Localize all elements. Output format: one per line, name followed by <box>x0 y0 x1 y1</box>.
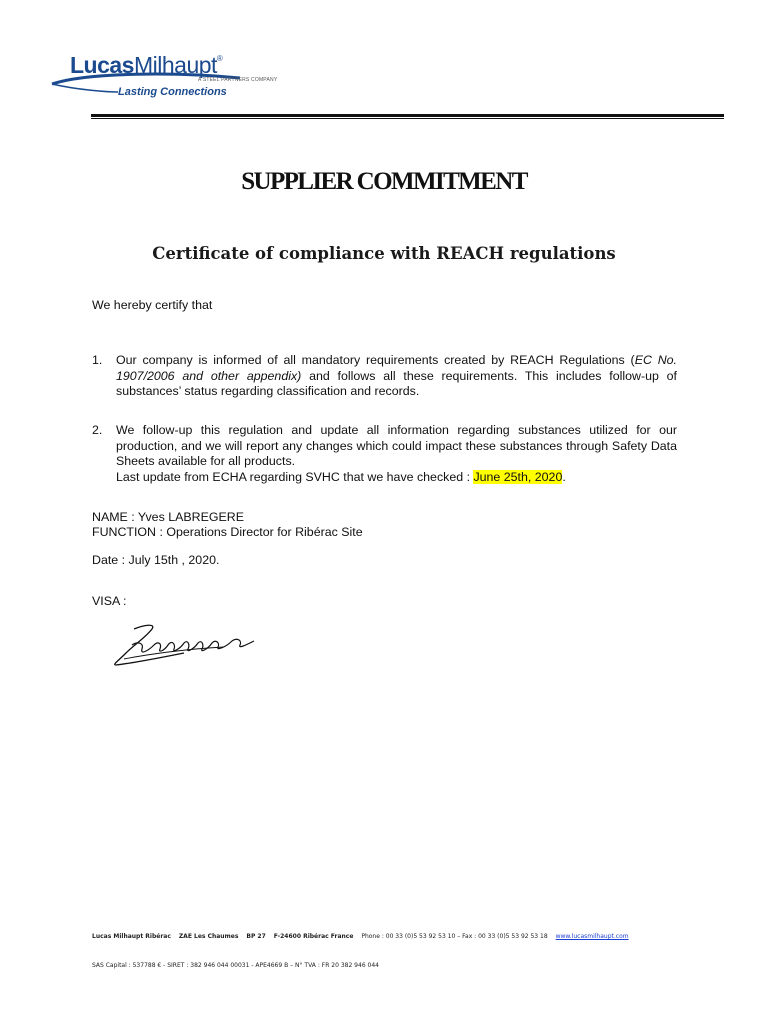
list-item-number: 2. <box>92 423 103 437</box>
list-item <box>92 353 677 400</box>
handwritten-signature <box>104 615 264 675</box>
footer-company: Lucas Milhaupt Ribérac <box>92 933 171 940</box>
item-text-italic: EC No. 1907/2006 and other appendix) <box>116 353 677 383</box>
intro-text: We hereby certify that <box>92 298 213 312</box>
logo-name-regular: Milhaupt <box>133 52 217 78</box>
list-item <box>92 423 677 485</box>
footer-address-line <box>92 933 629 940</box>
footer-city: F-24600 Ribérac France <box>273 933 354 940</box>
document-date: Date : July 15th , 2020. <box>92 553 220 567</box>
footer-website-link[interactable]: www.lucasmilhaupt.com <box>555 933 629 940</box>
last-update-label: Last update from ECHA regarding SVHC that we have checked : <box>116 469 474 484</box>
signatory-name: NAME : Yves LABREGERE <box>92 510 244 524</box>
item-text-part: and follows all these requirements. This includes follow-up of substances’ status regarding classification and records. <box>116 368 677 398</box>
signatory-function: FUNCTION : Operations Director for Ribérac Site <box>92 525 363 539</box>
footer-legal-line: SAS Capital : 537788 € - SIRET : 382 946 044 00031 - APE4669 B – N° TVA : FR 20 382 946 044 <box>92 962 379 969</box>
logo-parent-company: A STEEL PARTNERS COMPANY <box>198 77 278 83</box>
visa-label: VISA : <box>92 594 127 608</box>
list-item-text <box>116 353 677 400</box>
logo-name-bold: Lucas <box>70 52 134 78</box>
logo-registered-mark: ® <box>216 54 223 63</box>
item-text-part: We follow-up this regulation and update all information regarding substances utilized for our production, and we will report any changes which could impact these substances through Safety Data Sheets available for all products. <box>116 423 677 468</box>
list-item-text <box>116 423 677 485</box>
list-item-number: 1. <box>92 353 103 367</box>
header-divider <box>91 114 724 119</box>
item-text-part: Our company is informed of all mandatory requirements created by REACH Regulations ( <box>116 353 635 367</box>
last-update-end: . <box>562 469 566 484</box>
footer-zae: ZAE Les Chaumes <box>178 933 239 940</box>
document-title: SUPPLIER COMMITMENT <box>241 168 527 195</box>
footer-bp: BP 27 <box>246 933 266 940</box>
document-subtitle: Certificate of compliance with REACH regulations <box>152 244 616 263</box>
logo-wordmark <box>70 52 222 79</box>
footer-phone-fax: Phone : 00 33 (0)5 53 92 53 10 – Fax : 00 33 (0)5 53 92 53 18 <box>361 933 548 940</box>
logo-tagline: Lasting Connections <box>118 86 227 98</box>
company-logo <box>48 46 278 106</box>
last-update-date: June 25th, 2020 <box>473 469 563 484</box>
